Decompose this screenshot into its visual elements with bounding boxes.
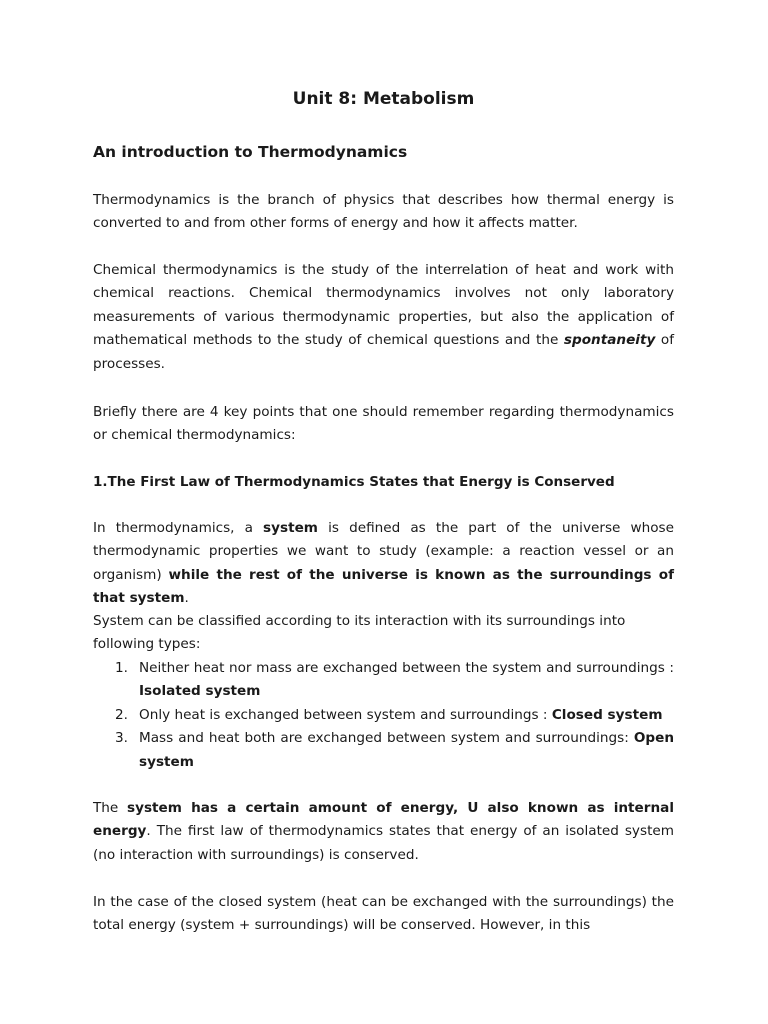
section-heading: An introduction to Thermodynamics [93,143,408,161]
system-term: system [263,520,318,536]
list-item-type: Open system [139,730,674,770]
paragraph-text: . The first law of thermodynamics states that energy of an isolated system (no interaction with surroundings) is conserved. [93,823,674,863]
list-item [93,657,674,704]
paragraph-text: In thermodynamics, a [93,520,264,536]
page-title: Unit 8: Metabolism [292,89,475,109]
paragraph-text: of processes. [93,332,674,372]
spontaneity-emphasis: spontaneity [563,332,656,349]
list-item-text: Mass and heat both are exchanged between system and surroundings: [139,730,634,747]
paragraph-system-classification: System can be classified according to its interaction with its surroundings into following types: [93,613,626,653]
paragraph-closed-system: In the case of the closed system (heat can be exchanged with the surroundings) the total energy (system + surroundings) will be conserved. However, in this [93,894,674,934]
list-item-number: 2. [115,706,128,723]
paragraph-text: The [93,800,128,816]
paragraph-internal-energy [93,797,674,867]
paragraph-chemical-thermodynamics [93,259,674,376]
list-item-number: 3. [115,730,128,747]
list-item-number: 1. [115,660,128,676]
paragraph-text: is defined as the part of the universe whose thermodynamic properties we want to study (example: a reaction vessel or an organism) [93,520,675,583]
list-item-text: Neither heat nor mass are exchanged between the system and surroundings : [139,660,674,676]
paragraph-system-definition [93,517,674,611]
paragraph-text: Chemical thermodynamics is the study of the interrelation of heat and work with chemical reactions. Chemical thermodynamics involves not only laboratory measurements of various thermodynamic properties, but also the application of mathematical methods to the study of chemical questions and the [93,262,674,349]
first-law-heading: 1.The First Law of Thermodynamics States that Energy is Conserved [93,474,615,490]
system-types-list [93,657,674,774]
list-item-type: Isolated system [139,683,261,700]
list-item [93,727,674,774]
list-item [93,704,674,727]
list-item-type: Closed system [551,706,663,723]
paragraph-text: . [184,590,189,607]
paragraph-key-points: Briefly there are 4 key points that one should remember regarding thermodynamics or chemical thermodynamics: [93,404,674,444]
paragraph-thermodynamics-definition: Thermodynamics is the branch of physics that describes how thermal energy is converted to and from other forms of energy and how it affects matter. [93,192,674,232]
surroundings-definition: while the rest of the universe is known as the surroundings of that system [93,566,674,607]
list-item-text: Only heat is exchanged between system and surroundings : [139,706,552,723]
internal-energy-term: system has a certain amount of energy, U also known as internal energy [93,800,674,840]
